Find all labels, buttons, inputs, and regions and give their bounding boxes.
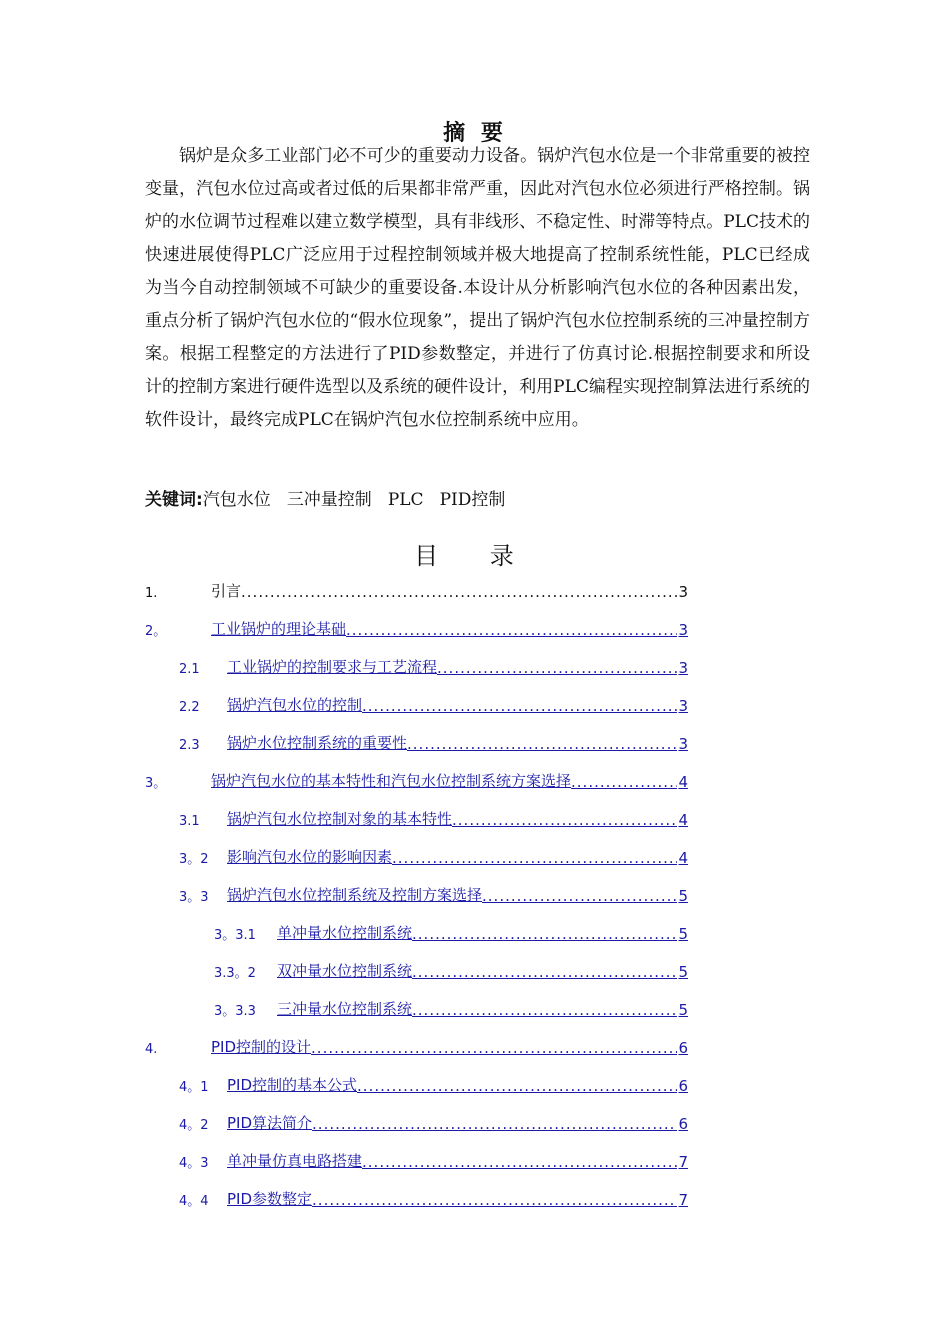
toc-entry-number: 2.2	[179, 700, 200, 715]
keywords-label: 关键词:	[145, 490, 203, 510]
abstract-paragraph: 锅炉是众多工业部门必不可少的重要动力设备。锅炉汽包水位是一个非常重要的被控变量，汽包水位过高或者过低的后果都非常严重，因此对汽包水位必须进行严格控制。锅炉的水位调节过程难以建立数学模型，具有非线形、不稳定性、时滞等特点。PLC技术的快速进展使得PLC广泛应用于过程控制领域并极大地提高了控制系统性能，PLC已经成为当今自动控制领域不可缺少的重要设备.本设计从分析影响汽包水位的各种因素出发，重点分析了锅炉汽包水位的“假水位现象”，提出了锅炉汽包水位控制系统的三冲量控制方案。根据工程整定的方法进行了PID参数整定，并进行了仿真讨论.根据控制要求和所设计的控制方案进行硬件选型以及系统的硬件设计，利用PLC编程实现控制算法进行系统的软件设计，最终完成PLC在锅炉汽包水位控制系统中应用。	[145, 146, 810, 430]
keyword: PID控制	[439, 490, 506, 510]
toc-entry-page: 5	[678, 1001, 688, 1019]
toc-entry-page: 3	[678, 735, 688, 753]
toc-entry-1[interactable]	[145, 575, 688, 601]
toc-entry-text: 单冲量仿真电路搭建	[227, 1152, 363, 1170]
toc-entry-page: 5	[678, 925, 688, 943]
toc-leader	[437, 659, 677, 677]
toc-entry-text: 三冲量水位控制系统	[277, 1000, 413, 1018]
toc-leader	[362, 1153, 677, 1171]
toc-leader	[412, 925, 677, 943]
toc-leader	[571, 773, 677, 791]
toc-entry-page: 6	[678, 1115, 688, 1133]
toc-entry-page: 3	[678, 697, 688, 715]
toc-leader	[412, 1001, 677, 1019]
toc-entry-2-3[interactable]	[179, 727, 688, 753]
toc-entry-page: 3	[678, 659, 688, 677]
toc-entry-text: 锅炉水位控制系统的重要性	[227, 734, 408, 752]
toc-entry-number: 2.3	[179, 738, 200, 753]
toc-entry-4-1[interactable]	[179, 1069, 688, 1095]
toc-leader	[346, 621, 677, 639]
toc-entry-number: 4.	[145, 1042, 158, 1057]
toc-entry-number: 3。3.3	[214, 1004, 256, 1019]
toc-entry-page: 6	[678, 1039, 688, 1057]
toc-entry-2-1[interactable]	[179, 651, 688, 677]
toc-entry-text: PID算法简介	[227, 1114, 313, 1132]
toc-entry-page: 7	[678, 1191, 688, 1209]
toc-entry-text: 工业锅炉的理论基础	[211, 620, 347, 638]
toc-entry-3[interactable]	[145, 765, 688, 791]
toc-entry-3-2[interactable]	[179, 841, 688, 867]
toc-entry-number: 3.1	[179, 814, 200, 829]
toc-entry-number: 3。	[145, 776, 167, 791]
toc-entry-number: 4。4	[179, 1194, 209, 1209]
toc-leader	[312, 1115, 677, 1133]
toc-entry-4-2[interactable]	[179, 1107, 688, 1133]
toc-entry-page: 6	[678, 1077, 688, 1095]
toc-entry-text: 锅炉汽包水位控制对象的基本特性	[227, 810, 453, 828]
toc-leader	[452, 811, 677, 829]
toc-entry-page: 5	[678, 963, 688, 981]
toc-entry-text: PID参数整定	[227, 1190, 313, 1208]
toc-entry-page: 4	[678, 773, 688, 791]
toc-leader	[407, 735, 677, 753]
toc-entry-text: 单冲量水位控制系统	[277, 924, 413, 942]
toc-entry-page: 7	[678, 1153, 688, 1171]
toc-leader	[241, 583, 677, 601]
toc-leader	[312, 1191, 677, 1209]
toc-entry-number: 3。3.1	[214, 928, 256, 943]
toc-entry-text: 引言	[211, 582, 242, 600]
keyword: PLC	[387, 490, 424, 510]
toc-entry-3-3[interactable]	[179, 879, 688, 905]
toc-entry-2-2[interactable]	[179, 689, 688, 715]
toc-entry-text: 双冲量水位控制系统	[277, 962, 413, 980]
toc-entry-number: 3。2	[179, 852, 209, 867]
toc-entry-3-3-2[interactable]	[214, 955, 688, 981]
toc-leader	[357, 1077, 677, 1095]
toc-leader	[482, 887, 677, 905]
toc-entry-number: 4。2	[179, 1118, 209, 1133]
toc-entry-text: 影响汽包水位的影响因素	[227, 848, 393, 866]
keyword: 汽包水位	[202, 490, 271, 510]
toc-entry-number: 2.1	[179, 662, 200, 677]
toc-entry-3-1[interactable]	[179, 803, 688, 829]
toc-entry-page: 5	[678, 887, 688, 905]
toc-entry-page: 4	[678, 811, 688, 829]
toc-entry-number: 4。3	[179, 1156, 209, 1171]
toc-entry-3-3-1[interactable]	[214, 917, 688, 943]
toc-entry-4[interactable]	[145, 1031, 688, 1057]
abstract-body	[145, 140, 810, 437]
toc-entry-text: PID控制的设计	[211, 1038, 312, 1056]
toc-leader	[412, 963, 677, 981]
toc-entry-2[interactable]	[145, 613, 688, 639]
toc-entry-page: 4	[678, 849, 688, 867]
toc-entry-page: 3	[678, 583, 688, 601]
toc-leader	[311, 1039, 677, 1057]
toc-entry-page: 3	[678, 621, 688, 639]
keywords-line	[145, 484, 521, 517]
toc-entry-text: PID控制的基本公式	[227, 1076, 358, 1094]
toc-entry-number: 2。	[145, 624, 167, 639]
toc-title: 目 录	[414, 542, 536, 570]
toc-entry-number: 3.3。2	[214, 966, 256, 981]
toc-entry-number: 4。1	[179, 1080, 209, 1095]
abstract-title: 摘 要	[443, 121, 507, 146]
keyword: 三冲量控制	[286, 490, 372, 510]
toc-entry-text: 锅炉汽包水位的基本特性和汽包水位控制系统方案选择	[211, 772, 572, 790]
toc-entry-number: 3。3	[179, 890, 209, 905]
toc-entry-text: 锅炉汽包水位的控制	[227, 696, 363, 714]
toc-entry-text: 工业锅炉的控制要求与工艺流程	[227, 658, 438, 676]
toc-entry-number: 1.	[145, 586, 158, 601]
toc-entry-4-4[interactable]	[179, 1183, 688, 1209]
toc-leader	[392, 849, 677, 867]
toc-entry-4-3[interactable]	[179, 1145, 688, 1171]
toc-entry-text: 锅炉汽包水位控制系统及控制方案选择	[227, 886, 483, 904]
toc-entry-3-3-3[interactable]	[214, 993, 688, 1019]
toc-leader	[362, 697, 677, 715]
